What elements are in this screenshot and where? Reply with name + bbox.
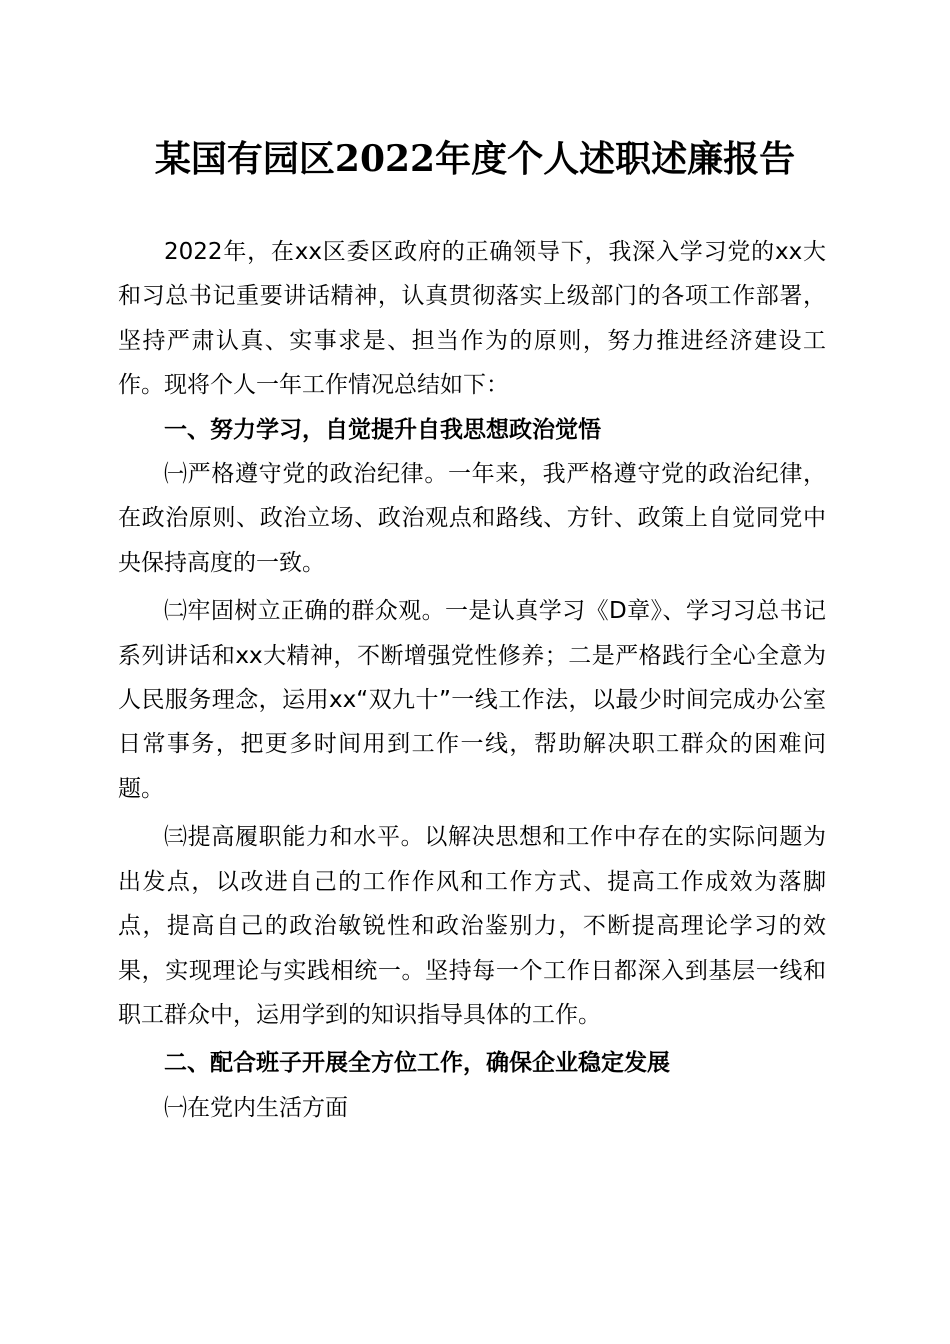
document-title: 某国有园区2022年度个人述职述廉报告 [154, 138, 796, 180]
section-1-item-2: ㈡牢固树立正确的群众观。一是认真学习《D章》、学习习总书记系列讲话和xx大精神，不断增强党性修养；二是严格践行全心全意为人民服务理念，运用xx“双九十”一线工作法，以最少时间完成办公室日常事务，把更多时间用到工作一线，帮助解决职工群众的困难问题。 [118, 598, 826, 802]
document-body [118, 230, 826, 1130]
section-2-item-1: ㈠在党内生活方面 [164, 1094, 348, 1121]
intro-paragraph: 2022年，在xx区委区政府的正确领导下，我深入学习党的xx大和习总书记重要讲话精神，认真贯彻落实上级部门的各项工作部署，坚持严肃认真、实事求是、担当作为的原则，努力推进经济建设工作。现将个人一年工作情况总结如下： [118, 239, 826, 399]
section-1-heading: 一、努力学习，自觉提升自我思想政治觉悟 [164, 416, 601, 443]
section-2-heading: 二、配合班子开展全方位工作，确保企业稳定发展 [164, 1050, 670, 1077]
section-1-item-1: ㈠严格遵守党的政治纪律。一年来，我严格遵守党的政治纪律，在政治原则、政治立场、政治观点和路线、方针、政策上自觉同党中央保持高度的一致。 [118, 461, 826, 576]
section-1-item-3: ㈢提高履职能力和水平。以解决思想和工作中存在的实际问题为出发点，以改进自己的工作作风和工作方式、提高工作成效为落脚点，提高自己的政治敏锐性和政治鉴别力，不断提高理论学习的效果，实现理论与实践相统一。坚持每一个工作日都深入到基层一线和职工群众中，运用学到的知识指导具体的工作。 [118, 824, 826, 1028]
